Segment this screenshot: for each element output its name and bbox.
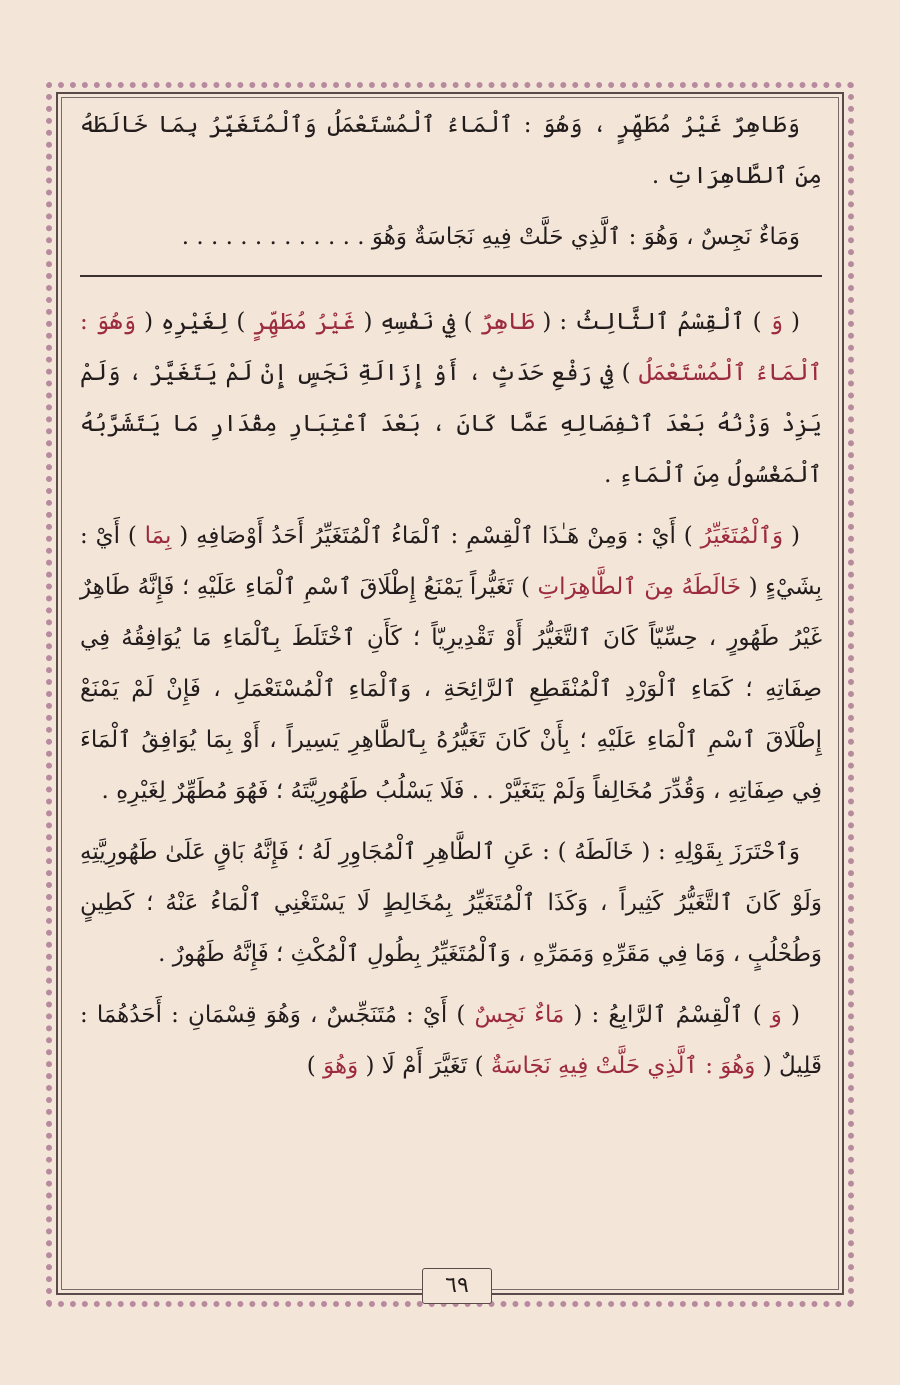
- text: ) تَغَيَّرَ أَمْ لَا (: [358, 1053, 491, 1079]
- matn-line-1: وَطَاهِرٌ غَيْرُ مُطَهِّرٍ ، وَهُوَ : ٱلْمَاءُ ٱلْمُسْتَعْمَلُ وَٱلْمُتَغَيِّرُ بِمَا خَالَطَهُ مِنَ ٱلطَّاهِرَاتِ .: [80, 112, 822, 189]
- matn-highlight: طَاهِرٌ: [480, 309, 535, 335]
- matn-highlight: وَ: [770, 1002, 782, 1028]
- commentary-paragraph-3: وَٱحْتَرَزَ بِقَوْلِهِ : ( خَالَطَهُ ) : عَنِ ٱلطَّاهِرِ ٱلْمُجَاوِرِ لَهُ ؛ فَإِنَّهُ بَاقٍ عَلَىٰ طَهُورِيَّتِهِ وَلَوْ كَانَ ٱلتَّغَيُّرُ كَثِيراً ، وَكَذَا ٱلْمُتَغَيِّرُ بِمُخَالِطٍ لَا يَسْتَغْنِي ٱلْمَاءُ عَنْهُ ؛ كَطِينٍ وَطُحْلُبٍ ، وَمَا فِي مَقَرِّهِ وَمَمَرِّهِ ، وَٱلْمُتَغَيِّرُ بِطُولِ ٱلْمُكْثِ ؛ فَإِنَّهُ طَهُورٌ .: [80, 839, 822, 967]
- matn-highlight: بِمَا: [144, 523, 172, 549]
- commentary-paragraph-2: [80, 511, 822, 817]
- text: ) أَيْ : بِشَيْءٍ (: [80, 523, 823, 600]
- text: ) ٱلْقِسْمُ ٱلرَّابِعُ : (: [564, 1002, 771, 1028]
- matn-highlight: وَ: [769, 309, 784, 335]
- matn-highlight: وَهُوَ : ٱلَّذِي حَلَّتْ فِيهِ نَجَاسَةٌ: [490, 1053, 756, 1079]
- text: ) فِي نَفْسِهِ (: [355, 309, 481, 335]
- commentary-paragraph-4: [80, 990, 822, 1092]
- text: (: [781, 1002, 800, 1028]
- page-number: ٦٩: [422, 1268, 492, 1304]
- matn-highlight: غَيْرُ مُطَهِّرٍ: [253, 309, 356, 335]
- page-content: [80, 100, 822, 1102]
- matn-highlight: مَاءٌ نَجِسٌ: [474, 1002, 565, 1028]
- matn-line-2: وَمَاءٌ نَجِسٌ ، وَهُوَ : ٱلَّذِي حَلَّتْ فِيهِ نَجَاسَةٌ وَهُوَ . . . . . . . . . . . . .: [181, 224, 800, 250]
- matn-highlight: خَالَطَهُ مِنَ ٱلطَّاهِرَاتِ: [537, 574, 742, 600]
- matn-highlight: وَهُوَ: [323, 1053, 359, 1079]
- matn-highlight: وَٱلْمُتَغَيِّرُ: [700, 523, 784, 549]
- text: ): [306, 1053, 324, 1079]
- text: ) لِغَيْرِهِ (: [136, 309, 254, 335]
- text: ) أَيْ : مُتَنَجِّسٌ ، وَهُوَ قِسْمَانِ : أَحَدُهُمَا : قَلِيلٌ (: [80, 1002, 822, 1079]
- matn-highlight: وَهُوَ : ٱلْمَاءُ ٱلْمُسْتَعْمَلُ: [80, 309, 822, 386]
- separator-rule: [80, 275, 822, 277]
- text: ) فِي رَفْعِ حَدَثٍ ، أَوْ إِزَالَةِ نَجَسٍ إِنْ لَمْ يَتَغَيَّرْ ، وَلَمْ يَزِدْ وَزْنُهُ بَعْدَ ٱنْفِصَالِهِ عَمَّا كَانَ ، بَعْدَ ٱعْتِبَارِ مِقْدَارِ مَا يَتَشَرَّبُهُ ٱلْمَغْسُولُ مِنَ ٱلْمَاءِ .: [80, 360, 822, 488]
- text: ) تَغَيُّراً يَمْنَعُ إِطْلَاقَ ٱسْمِ ٱلْمَاءِ عَلَيْهِ ؛ فَإِنَّهُ طَاهِرٌ غَيْرُ طَهُورٍ ، حِسِّيّاً كَانَ ٱلتَّغَيُّرُ أَوْ تَقْدِيرِيّاً ؛ كَأَنِ ٱخْتَلَطَ بِٱلْمَاءِ مَا يُوَافِقُهُ فِي صِفَاتِهِ ؛ كَمَاءِ ٱلْوَرْدِ ٱلْمُنْقَطِعِ ٱلرَّائِحَةِ ، وَٱلْمَاءِ ٱلْمُسْتَعْمَلِ ، فَإِنْ لَمْ يَمْنَعْ إِطْلَاقَ ٱسْمِ ٱلْمَاءِ عَلَيْهِ ؛ بِأَنْ كَانَ تَغَيُّرُهُ بِٱلطَّاهِرِ يَسِيراً ، أَوْ بِمَا يُوَافِقُ ٱلْمَاءَ فِي صِفَاتِهِ ، وَقُدِّرَ مُخَالِفاً وَلَمْ يَتَغَيَّرْ . . فَلَا يَسْلُبُ طَهُورِيَّتَهُ ؛ فَهُوَ مُطَهِّرٌ لِغَيْرِهِ .: [80, 574, 822, 804]
- matn-section: [80, 100, 822, 263]
- commentary-paragraph-1: [80, 297, 822, 501]
- text: (: [783, 309, 800, 335]
- commentary-section: [80, 297, 822, 1092]
- text: ) ٱلْقِسْمُ ٱلثَّالِثُ : (: [534, 309, 770, 335]
- text: (: [783, 523, 800, 549]
- text: ) أَيْ : وَمِنْ هَـٰذَا ٱلْقِسْمِ : ٱلْمَاءُ ٱلْمُتَغَيِّرُ أَحَدُ أَوْصَافِهِ (: [171, 523, 701, 549]
